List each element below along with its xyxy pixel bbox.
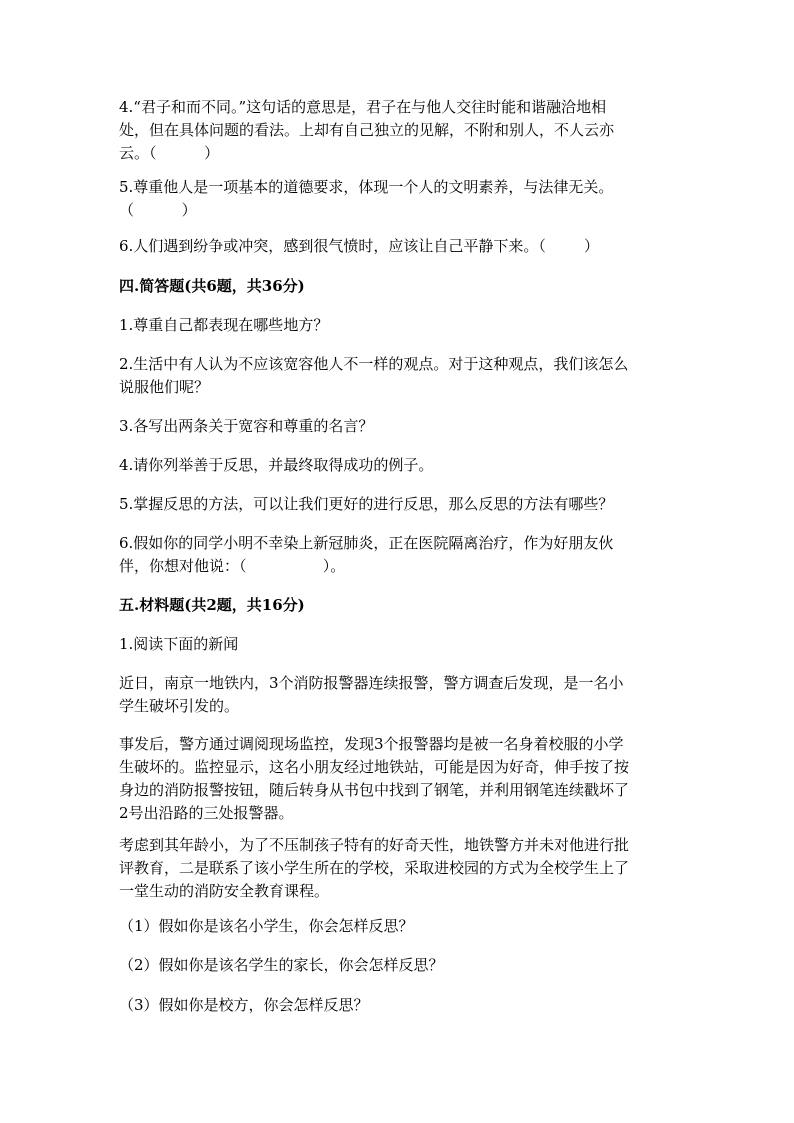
section-title-short-answer: 四.简答题(共6题，共36分) bbox=[119, 277, 305, 295]
text-line: 学生破坏引发的。 bbox=[119, 697, 240, 715]
text-line: 2.生活中有人认为不应该宽容他人不一样的观点。对于这种观点，我们该怎么 bbox=[119, 355, 629, 373]
text-line: 近日，南京一地铁内，3个消防报警器连续报警，警方调查后发现，是一名小 bbox=[119, 674, 624, 692]
text-line: 事发后，警方通过调阅现场监控，发现3个报警器均是被一名身着校服的小学 bbox=[119, 735, 624, 753]
judgment-item-6 bbox=[119, 235, 667, 258]
sub-question-2 bbox=[119, 954, 667, 977]
text-line: （ ） bbox=[119, 201, 197, 219]
news-paragraph-1 bbox=[119, 672, 667, 718]
text-line: 4.请你列举善于反思，并最终取得成功的例子。 bbox=[119, 456, 434, 474]
text-line: 评教育，二是联系了该小学生所在的学校，采取进校园的方式为全校学生上了 bbox=[119, 859, 630, 877]
short-answer-item-4 bbox=[119, 454, 667, 477]
text-line: 伴，你想对他说：（ ）。 bbox=[119, 557, 346, 575]
text-line: 处，但在具体问题的看法。上却有自己独立的见解，不附和别人，不人云亦 bbox=[119, 121, 615, 139]
text-line: 4.“君子和而不同。”这句话的意思是，君子在与他人交往时能和谐融洽地相 bbox=[119, 98, 607, 116]
text-line: （1）假如你是该名小学生，你会怎样反思？ bbox=[119, 917, 414, 935]
text-line: 2号出沿路的三处报警器。 bbox=[119, 804, 294, 822]
short-answer-item-2 bbox=[119, 353, 667, 399]
section-title-material: 五.材料题(共2题，共16分) bbox=[119, 596, 305, 614]
text-line: 考虑到其年龄小，为了不压制孩子特有的好奇天性，地铁警方并未对他进行批 bbox=[119, 836, 630, 854]
judgment-item-4 bbox=[119, 96, 667, 165]
short-answer-item-5 bbox=[119, 493, 667, 516]
short-answer-item-6 bbox=[119, 532, 667, 578]
judgment-item-5 bbox=[119, 176, 667, 222]
sub-question-1 bbox=[119, 915, 667, 938]
text-line: 身边的消防报警按钮，随后转身从书包中找到了钢笔，并利用钢笔连续戳坏了 bbox=[119, 781, 630, 799]
text-line: 生破坏的。监控显示，这名小朋友经过地铁站，可能是因为好奇，伸手按了按 bbox=[119, 758, 630, 776]
news-paragraph-3 bbox=[119, 834, 667, 903]
text-line: 说服他们呢？ bbox=[119, 378, 210, 396]
text-line: 1.尊重自己都表现在哪些地方？ bbox=[119, 316, 329, 334]
text-line: 5.掌握反思的方法，可以让我们更好的进行反思，那么反思的方法有哪些？ bbox=[119, 495, 614, 513]
text-line: （2）假如你是该名学生的家长，你会怎样反思？ bbox=[119, 956, 444, 974]
short-answer-item-1 bbox=[119, 314, 667, 337]
short-answer-item-3 bbox=[119, 415, 667, 438]
text-line: 5.尊重他人是一项基本的道德要求，体现一个人的文明素养，与法律无关。 bbox=[119, 178, 614, 196]
text-line: 6.人们遇到纷争或冲突，感到很气愤时，应该让自己平静下来。（ ） bbox=[119, 237, 599, 255]
news-paragraph-2 bbox=[119, 733, 667, 825]
sub-question-3 bbox=[119, 994, 667, 1017]
material-question-1-title: 1.阅读下面的新闻 bbox=[119, 635, 239, 653]
text-line: 6.假如你的同学小明不幸染上新冠肺炎，正在医院隔离治疗，作为好朋友伙 bbox=[119, 534, 614, 552]
text-line: （3）假如你是校方，你会怎样反思？ bbox=[119, 996, 369, 1014]
text-line: 一堂生动的消防安全教育课程。 bbox=[119, 882, 330, 900]
text-line: 云。（ ） bbox=[119, 144, 220, 162]
text-line: 3.各写出两条关于宽容和尊重的名言？ bbox=[119, 417, 374, 435]
